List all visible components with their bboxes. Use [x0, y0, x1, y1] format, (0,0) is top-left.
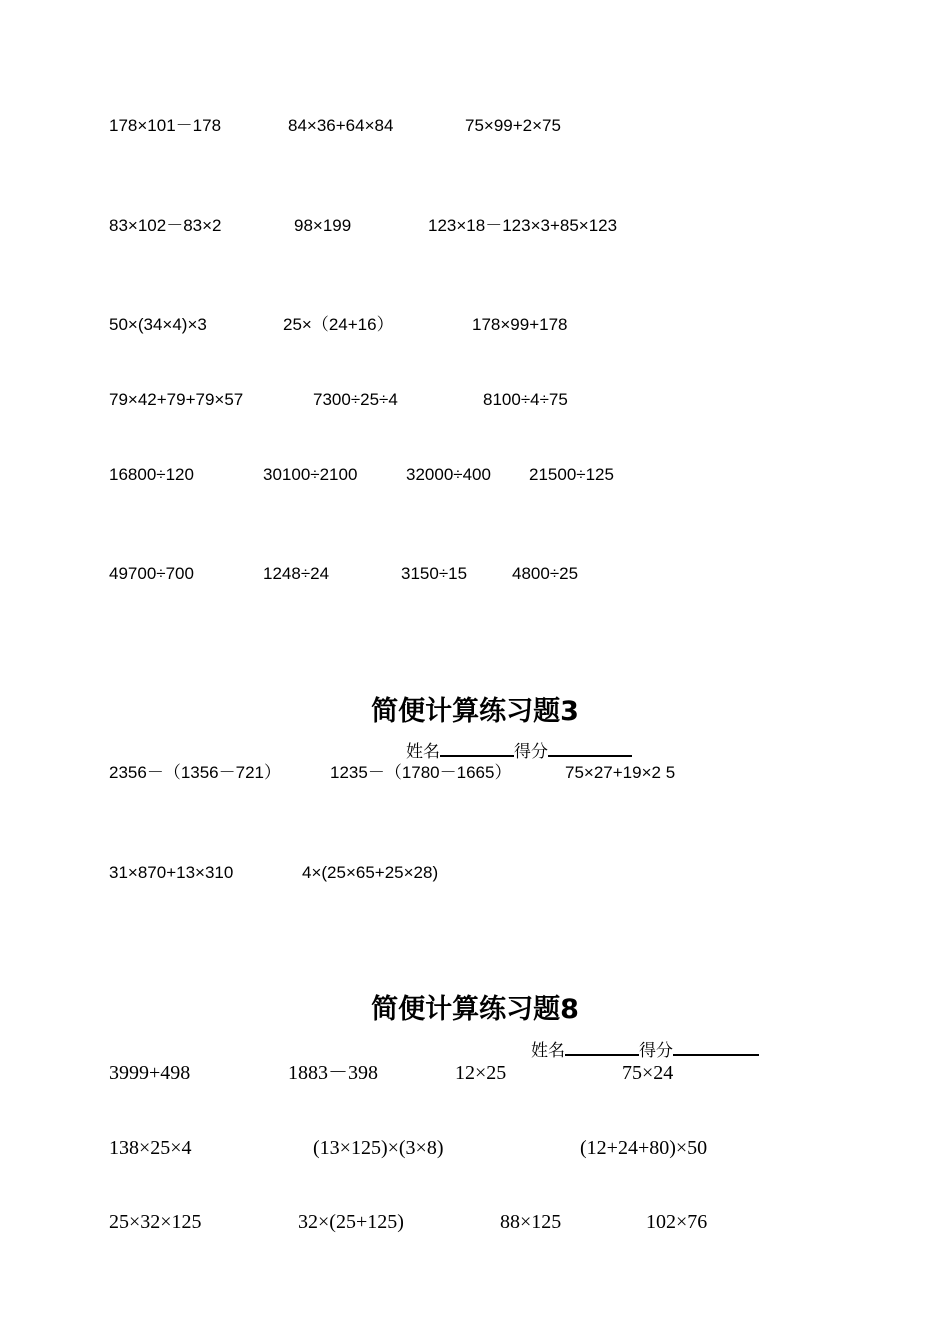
name-blank[interactable]: [440, 739, 514, 757]
problem: 79×42+79+79×57: [109, 390, 244, 409]
problem: 178×101－178: [109, 116, 222, 135]
problem: 88×125: [500, 1211, 562, 1233]
problem: 4×(25×65+25×28): [302, 863, 439, 882]
problem: 138×25×4: [109, 1137, 192, 1159]
problem-row: [0, 1061, 950, 1084]
problem: 75×24: [622, 1062, 674, 1084]
problem: 31×870+13×310: [109, 863, 234, 882]
problem-row: [0, 564, 950, 583]
score-blank[interactable]: [673, 1038, 759, 1056]
problem: 12×25: [455, 1062, 507, 1084]
problem: 84×36+64×84: [288, 116, 394, 135]
problem: 75×99+2×75: [465, 116, 561, 135]
problem: 83×102－83×2: [109, 216, 222, 235]
score-label: 得分: [514, 742, 548, 762]
problem-row: [0, 116, 950, 135]
problem-row: [0, 863, 950, 882]
problem: 7300÷25÷4: [313, 390, 398, 409]
problem: 1248÷24: [263, 564, 330, 583]
section-title: 简便计算练习题3: [371, 696, 579, 727]
name-label: 姓名: [531, 1041, 565, 1061]
problem: 25×32×125: [109, 1211, 202, 1233]
problem: 75×27+19×2 5: [565, 763, 676, 782]
problem: 21500÷125: [529, 465, 614, 484]
problem: 30100÷2100: [263, 465, 358, 484]
problem: 3150÷15: [401, 564, 468, 583]
section-title: 简便计算练习题8: [371, 994, 579, 1025]
problem: 2356－（1356－721）: [109, 763, 282, 782]
problem-row: [0, 315, 950, 334]
problem: (13×125)×(3×8): [313, 1137, 444, 1159]
problem: 32000÷400: [406, 465, 491, 484]
problem: 49700÷700: [109, 564, 194, 583]
problem: 1235－（1780－1665）: [330, 763, 512, 782]
name-score-line: [406, 739, 632, 762]
problem-row: [0, 465, 950, 484]
problem-row: [0, 1136, 950, 1159]
name-label: 姓名: [406, 742, 440, 762]
problem: (12+24+80)×50: [580, 1137, 708, 1159]
problem: 1883－398: [288, 1062, 378, 1084]
score-label: 得分: [639, 1041, 673, 1061]
problem: 102×76: [646, 1211, 708, 1233]
problem: 50×(34×4)×3: [109, 315, 207, 334]
problem: 4800÷25: [512, 564, 579, 583]
problem-row: [0, 1210, 950, 1233]
problem: 25×（24+16）: [283, 315, 394, 334]
problem: 123×18－123×3+85×123: [428, 216, 618, 235]
problem: 3999+498: [109, 1062, 191, 1084]
problem: 98×199: [294, 216, 352, 235]
problem: 32×(25+125): [298, 1211, 404, 1233]
problem-row: [0, 763, 950, 782]
name-blank[interactable]: [565, 1038, 639, 1056]
name-score-line: [531, 1038, 759, 1061]
problem: 8100÷4÷75: [483, 390, 568, 409]
problem: 16800÷120: [109, 465, 194, 484]
problem: 178×99+178: [472, 315, 568, 334]
problem-row: [0, 390, 950, 409]
problem-row: [0, 216, 950, 235]
score-blank[interactable]: [548, 739, 632, 757]
